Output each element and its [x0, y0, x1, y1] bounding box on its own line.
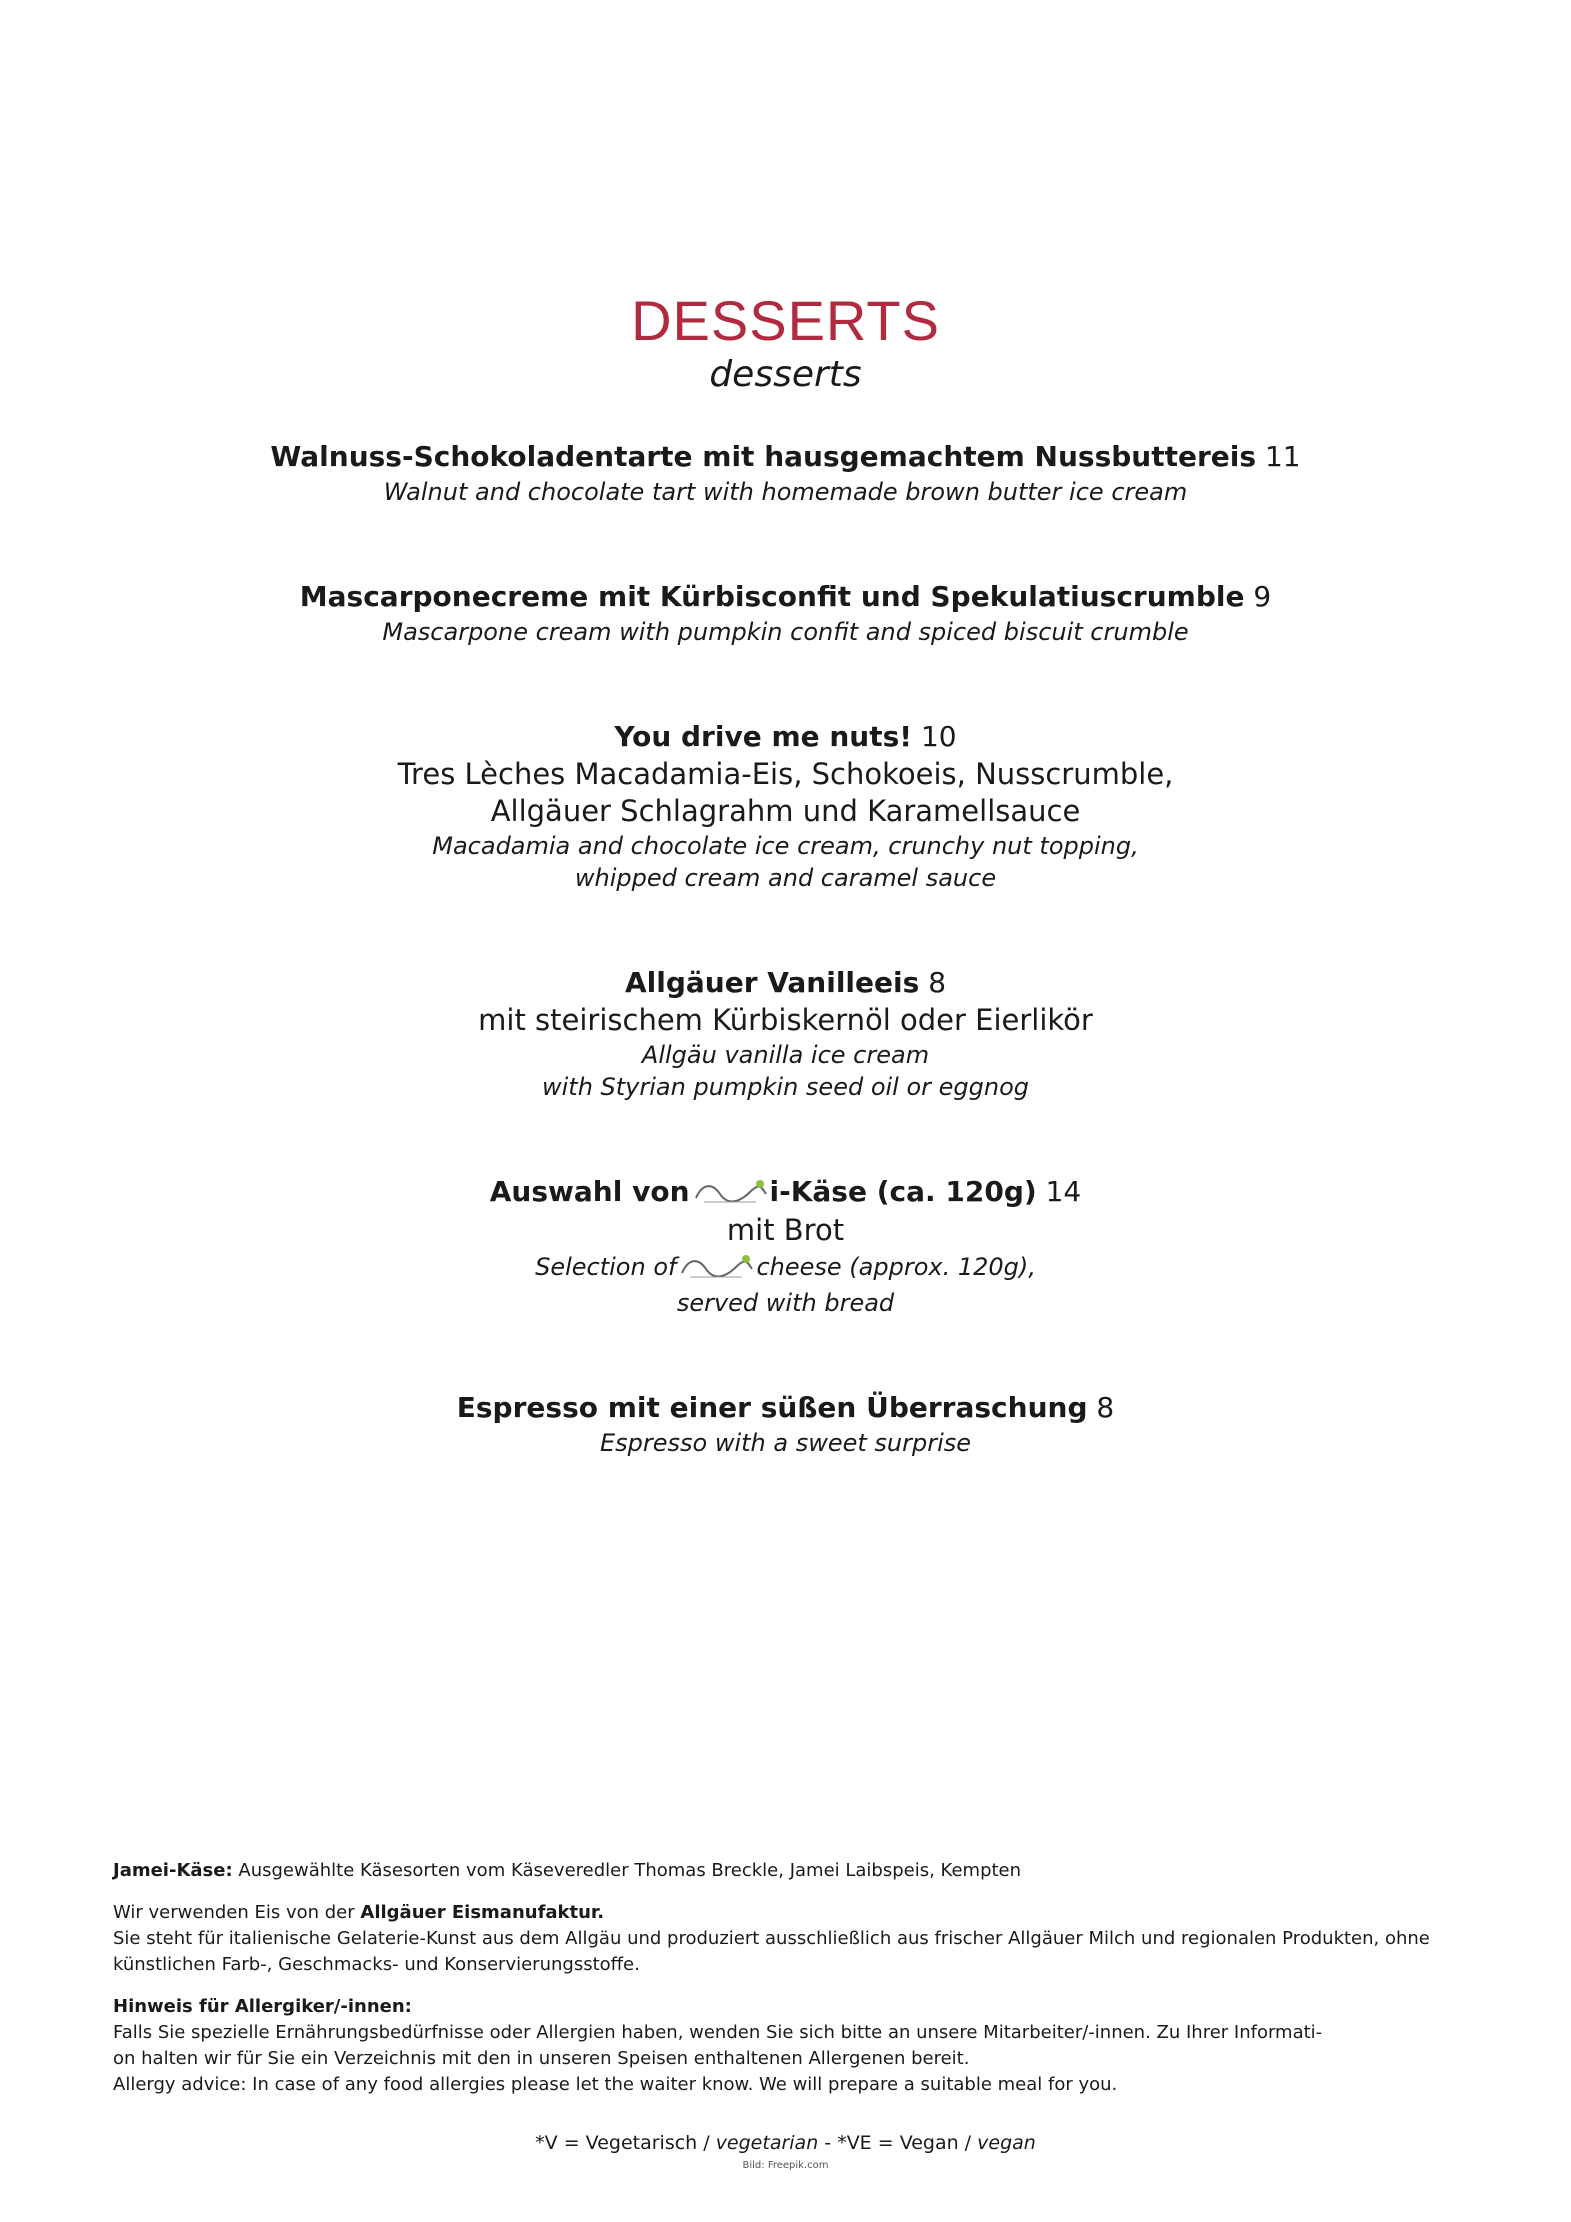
allergy-note [113, 1994, 1473, 2098]
jamei-label: Jamei-Käse: [113, 1860, 233, 1881]
item-translation: whipped cream and caramel sauce [574, 864, 997, 892]
menu-item [0, 438, 1571, 508]
item-name: Allgäuer Vanilleeis [624, 966, 920, 999]
image-credit: Bild: Freepik.com [742, 2160, 829, 2171]
menu-item [0, 718, 1571, 894]
item-description: mit Brot [726, 1213, 845, 1247]
item-translation: Espresso with a sweet surprise [599, 1429, 972, 1457]
item-price: 14 [1045, 1175, 1082, 1208]
item-translation: Walnut and chocolate tart with homemade brown butter ice cream [383, 478, 1188, 506]
jamei-logo-icon [690, 1174, 770, 1212]
diet-legend [0, 2130, 1571, 2156]
ice-cream-intro: Wir verwenden Eis von der [113, 1902, 361, 1923]
item-price: 8 [1096, 1391, 1115, 1424]
menu-item [0, 1389, 1571, 1459]
legend-vegan-en: vegan [977, 2132, 1036, 2154]
legend-vegetarian-en: vegetarian [715, 2132, 819, 2154]
jamei-note [113, 1858, 1473, 1884]
item-price: 9 [1253, 580, 1272, 613]
item-description: Allgäuer Schlagrahm und Karamellsauce [490, 794, 1081, 828]
item-name: Espresso mit einer süßen Überraschung [456, 1391, 1088, 1424]
footer-notes [113, 1858, 1473, 2114]
item-name-start: Auswahl von [489, 1175, 690, 1208]
item-translation-start: Selection of [535, 1253, 677, 1281]
allergy-heading: Hinweis für Allergiker/-innen: [113, 1996, 412, 2017]
item-name: Mascarponecreme mit Kürbisconfit und Spekulatiuscrumble [299, 580, 1245, 613]
legend-vegetarian: *V = Vegetarisch / [535, 2132, 716, 2154]
item-translation: served with bread [676, 1289, 895, 1317]
ice-cream-brand: Allgäuer Eismanufaktur. [360, 1902, 605, 1923]
menu-item [0, 578, 1571, 648]
allergy-line: Falls Sie spezielle Ernährungsbedürfnisse oder Allergien haben, wenden Sie sich bitte an unsere Mitarbeiter/-innen. Zu Ihrer Informati- [113, 2022, 1323, 2043]
item-translation-end: cheese (approx. 120g), [756, 1253, 1036, 1281]
page-title: DESSERTS [631, 289, 940, 352]
item-price: 11 [1264, 440, 1301, 473]
legend-vegan: *VE = Vegan / [837, 2132, 978, 2154]
menu-header [0, 290, 1571, 398]
item-translation: Allgäu vanilla ice cream [641, 1041, 930, 1069]
item-translation: with Styrian pumpkin seed oil or eggnog [541, 1073, 1030, 1101]
allergy-line: on halten wir für Sie ein Verzeichnis mit den in unseren Speisen enthaltenen Allergenen bereit. [113, 2048, 970, 2069]
item-name-end: i-Käse (ca. 120g) [769, 1175, 1037, 1208]
jamei-logo-icon [676, 1249, 756, 1287]
ice-cream-note [113, 1900, 1473, 1978]
item-price: 10 [920, 720, 957, 753]
dessert-list [0, 438, 1571, 1529]
allergy-line: Allergy advice: In case of any food allergies please let the waiter know. We will prepare a suitable meal for you. [113, 2074, 1118, 2095]
item-description: mit steirischem Kürbiskernöl oder Eierlikör [478, 1003, 1093, 1037]
menu-item [0, 1173, 1571, 1319]
item-name: You drive me nuts! [614, 720, 913, 753]
ice-cream-text: Sie steht für italienische Gelaterie-Kunst aus dem Allgäu und produziert ausschließlich aus frischer Allgäuer Milch und regionalen Produkten, ohne künstlichen Farb-, Geschmacks- und Konservierungsstoffe. [113, 1928, 1430, 1975]
menu-item [0, 964, 1571, 1103]
legend-separator: - [818, 2132, 838, 2154]
item-price: 8 [928, 966, 947, 999]
page-subtitle: desserts [709, 354, 862, 395]
item-translation: Macadamia and chocolate ice cream, crunchy nut topping, [432, 832, 1139, 860]
jamei-text: Ausgewählte Käsesorten vom Käseveredler Thomas Breckle, Jamei Laibspeis, Kempten [232, 1860, 1022, 1881]
item-description: Tres Lèches Macadamia-Eis, Schokoeis, Nusscrumble, [397, 757, 1174, 791]
item-name: Walnuss-Schokoladentarte mit hausgemachtem Nussbuttereis [270, 440, 1257, 473]
item-translation: Mascarpone cream with pumpkin confit and spiced biscuit crumble [382, 618, 1189, 646]
